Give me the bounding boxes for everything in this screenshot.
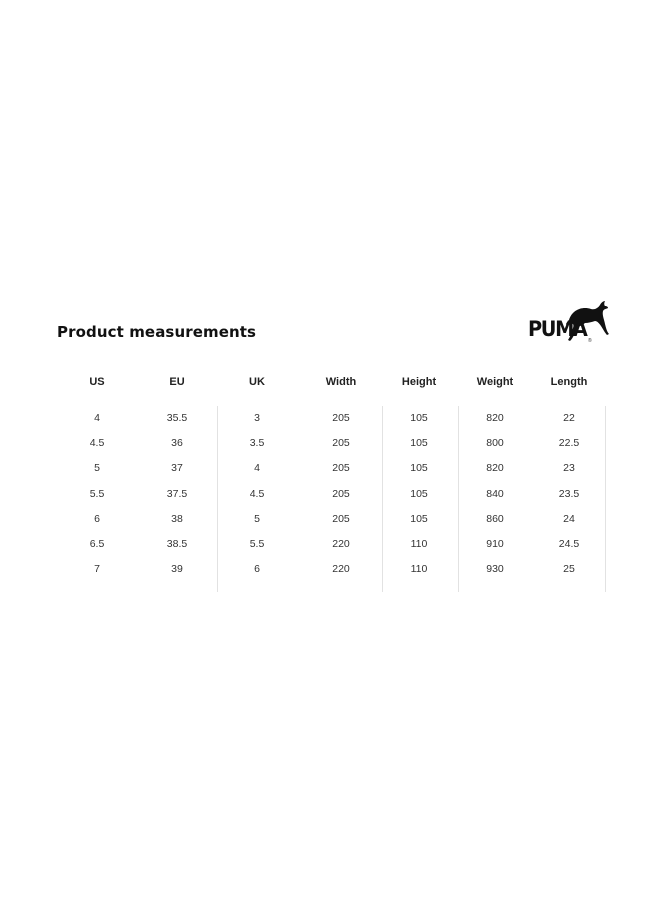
- table-cell-width: 205: [332, 462, 350, 475]
- column-divider: [217, 406, 218, 592]
- table-cell-weight: 910: [486, 538, 504, 550]
- table-cell-uk: 6: [254, 563, 260, 576]
- table-cell-us: 7: [94, 563, 100, 576]
- table-cell-uk: 3.5: [249, 437, 265, 450]
- table-cell-us: 4.5: [89, 437, 105, 450]
- table-cell-height: 105: [410, 462, 428, 475]
- table-cell-length: 22.5: [558, 437, 580, 450]
- table-cell-height: 105: [410, 487, 428, 500]
- table-cell-height: 105: [410, 437, 428, 450]
- table-cell-length: 24: [563, 512, 575, 525]
- column-header-width: Width: [325, 376, 357, 388]
- registered-mark: ®: [588, 338, 592, 344]
- size-table: [57, 360, 617, 600]
- brand-logo-text: PUMA: [528, 317, 587, 341]
- table-cell-width: 220: [332, 538, 350, 550]
- column-header-eu: EU: [169, 376, 185, 388]
- column-header-height: Height: [401, 376, 437, 388]
- table-cell-height: 110: [410, 538, 428, 550]
- table-cell-weight: 930: [486, 563, 504, 576]
- table-cell-uk: 5: [254, 512, 260, 525]
- table-cell-weight: 820: [486, 462, 504, 475]
- table-cell-uk: 4: [254, 462, 260, 475]
- table-cell-us: 6: [94, 512, 100, 525]
- table-cell-eu: 39: [171, 563, 183, 576]
- table-cell-us: 5.5: [89, 487, 105, 500]
- table-cell-eu: 37: [171, 462, 183, 475]
- table-cell-weight: 860: [486, 512, 504, 525]
- table-cell-uk: 3: [254, 412, 260, 424]
- table-cell-eu: 38.5: [166, 538, 188, 550]
- column-divider: [605, 406, 606, 592]
- column-header-length: Length: [550, 376, 588, 388]
- brand-logo: [526, 300, 610, 348]
- table-cell-uk: 4.5: [249, 487, 265, 500]
- table-cell-width: 220: [332, 563, 350, 576]
- table-cell-height: 105: [410, 412, 428, 424]
- table-cell-width: 205: [332, 487, 350, 500]
- table-cell-us: 4: [94, 412, 100, 424]
- table-cell-eu: 35.5: [166, 412, 188, 424]
- table-cell-length: 22: [563, 412, 575, 424]
- table-cell-uk: 5.5: [249, 538, 265, 550]
- table-cell-width: 205: [332, 512, 350, 525]
- table-cell-length: 24.5: [558, 538, 580, 550]
- table-cell-weight: 840: [486, 487, 504, 500]
- table-cell-length: 23.5: [558, 487, 580, 500]
- table-cell-length: 25: [563, 563, 575, 576]
- column-divider: [458, 406, 459, 592]
- table-cell-eu: 38: [171, 512, 183, 525]
- table-cell-weight: 820: [486, 412, 504, 424]
- table-cell-height: 110: [410, 563, 428, 576]
- table-cell-weight: 800: [486, 437, 504, 450]
- table-cell-eu: 36: [171, 437, 183, 450]
- table-cell-width: 205: [332, 437, 350, 450]
- column-divider: [382, 406, 383, 592]
- table-cell-eu: 37.5: [166, 487, 188, 500]
- column-header-uk: UK: [249, 376, 265, 388]
- table-cell-us: 5: [94, 462, 100, 475]
- table-cell-height: 105: [410, 512, 428, 525]
- page-title: Product measurements: [57, 323, 257, 341]
- table-cell-width: 205: [332, 412, 350, 424]
- column-header-us: US: [89, 376, 105, 388]
- column-header-weight: Weight: [476, 376, 514, 388]
- table-cell-us: 6.5: [89, 538, 105, 550]
- table-cell-length: 23: [563, 462, 575, 475]
